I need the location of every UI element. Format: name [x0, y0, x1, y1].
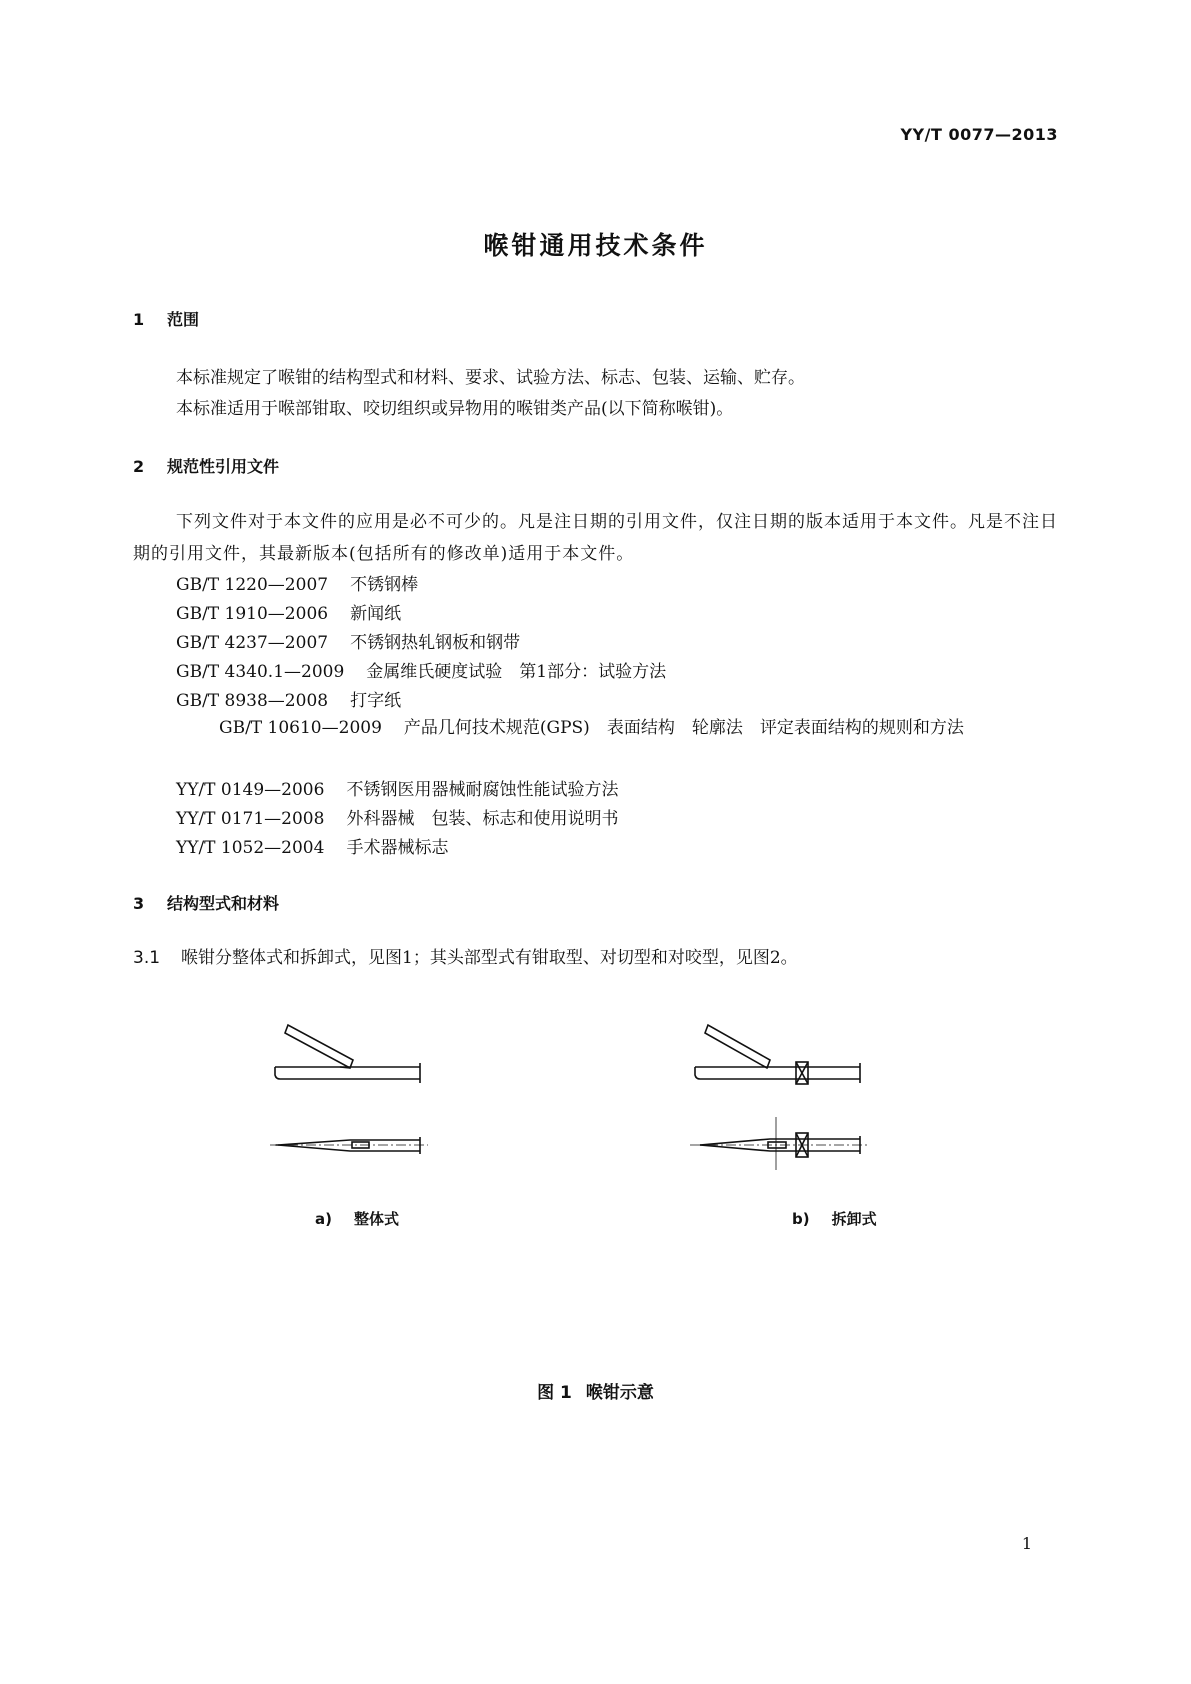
standard-number: YY/T 0077—2013 — [900, 125, 1058, 144]
reference-title: 不锈钢棒 — [350, 575, 419, 595]
reference-item — [176, 775, 618, 800]
figure-1a-label — [315, 1208, 399, 1229]
reference-item — [176, 599, 401, 624]
reference-code: YY/T 1052—2004 — [176, 838, 325, 858]
section-number: 3 — [133, 894, 145, 913]
clause-text: 喉钳分整体式和拆卸式，见图1；其头部型式有钳取型、对切型和对咬型，见图2。 — [181, 948, 798, 968]
reference-code: YY/T 0171—2008 — [176, 809, 325, 829]
figure-1b-label — [792, 1208, 877, 1229]
section-title: 结构型式和材料 — [167, 894, 280, 913]
paragraph: 本标准规定了喉钳的结构型式和材料、要求、试验方法、标志、包装、运输、贮存。 — [176, 368, 805, 388]
section-title: 规范性引用文件 — [167, 457, 280, 476]
paragraph-intro: 下列文件对于本文件的应用是必不可少的。凡是注日期的引用文件，仅注日期的版本适用于本文件。凡是不注日期的引用文件，其最新版本(包括所有的修改单)适用于本文件。 — [133, 512, 1058, 564]
figure-1a-drawing — [270, 1015, 430, 1160]
reference-title: 不锈钢热轧钢板和钢带 — [350, 633, 521, 653]
section-3-heading — [133, 891, 279, 914]
reference-item — [133, 713, 1059, 743]
clause-number: 3.1 — [133, 948, 161, 968]
section-title: 范围 — [167, 310, 200, 329]
page-number: 1 — [1021, 1534, 1032, 1553]
reference-code: GB/T 4340.1—2009 — [176, 662, 345, 682]
reference-item — [176, 833, 448, 858]
reference-code: GB/T 10610—2009 — [219, 718, 382, 738]
reference-item — [176, 628, 520, 653]
reference-title: 新闻纸 — [350, 604, 402, 624]
figure-1-caption — [0, 1378, 1191, 1403]
reference-title: 外科器械 包装、标志和使用说明书 — [346, 809, 619, 829]
reference-code: GB/T 8938—2008 — [176, 691, 329, 711]
section-number: 1 — [133, 310, 145, 329]
paragraph: 本标准适用于喉部钳取、咬切组织或异物用的喉钳类产品(以下简称喉钳)。 — [176, 399, 734, 419]
reference-code: YY/T 0149—2006 — [176, 780, 325, 800]
sublabel: a) — [315, 1210, 332, 1228]
figure-title: 喉钳示意 — [585, 1383, 654, 1403]
section-number: 2 — [133, 457, 145, 476]
sublabel: b) — [792, 1210, 810, 1228]
sublabel-title: 拆卸式 — [831, 1210, 877, 1228]
reference-item — [176, 570, 418, 595]
reference-code: GB/T 1910—2006 — [176, 604, 329, 624]
reference-item — [176, 686, 401, 711]
document-title: 喉钳通用技术条件 — [483, 231, 708, 260]
section-1-heading — [133, 307, 199, 330]
reference-item — [176, 804, 618, 829]
reference-title: 打字纸 — [350, 691, 402, 711]
reference-title: 金属维氏硬度试验 第1部分：试验方法 — [366, 662, 667, 682]
reference-title: 不锈钢医用器械耐腐蚀性能试验方法 — [346, 780, 619, 800]
sublabel-title: 整体式 — [353, 1210, 399, 1228]
reference-code: GB/T 1220—2007 — [176, 575, 329, 595]
reference-code: GB/T 4237—2007 — [176, 633, 329, 653]
reference-item — [176, 657, 666, 682]
figure-number: 图 1 — [537, 1383, 572, 1403]
figure-1b-drawing — [690, 1015, 870, 1175]
section-2-heading — [133, 454, 279, 477]
reference-title: 手术器械标志 — [346, 838, 449, 858]
reference-title: 产品几何技术规范(GPS) 表面结构 轮廓法 评定表面结构的规则和方法 — [403, 718, 964, 738]
clause-3-1 — [133, 943, 798, 968]
